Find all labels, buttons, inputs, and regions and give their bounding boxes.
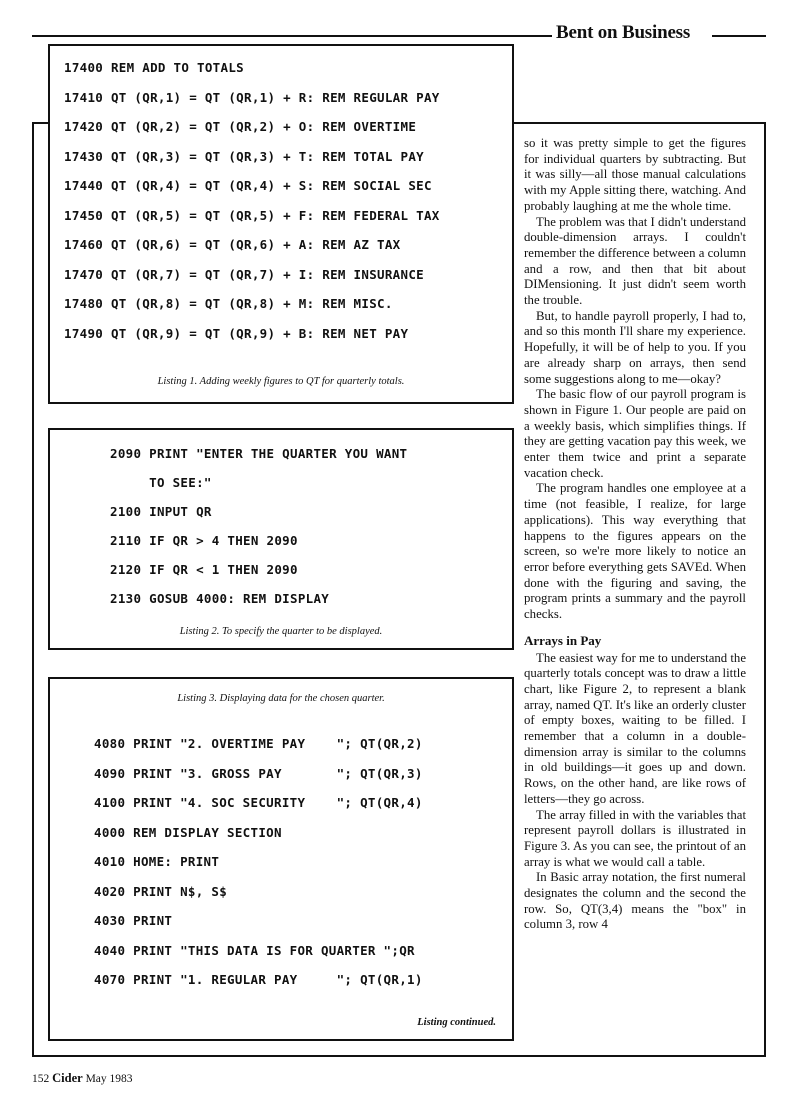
listing-1-caption: Listing 1. Adding weekly figures to QT for quarterly totals.: [157, 376, 405, 387]
listing-line: 4030 PRINT: [94, 913, 173, 928]
frame-left-top: [32, 122, 48, 124]
issue-date: May 1983: [85, 1073, 133, 1085]
listing-line: 17480 QT (QR,8) = QT (QR,8) + M: REM MISC.: [64, 296, 393, 311]
listing-line: 4090 PRINT "3. GROSS PAY "; QT(QR,3): [94, 766, 423, 781]
listing-1-box: [48, 44, 514, 404]
listing-line: 17420 QT (QR,2) = QT (QR,2) + O: REM OVERTIME: [64, 119, 417, 134]
listing-line: 4020 PRINT N$, S$: [94, 884, 228, 899]
article-column: [524, 136, 746, 933]
frame-bottom: [32, 1055, 766, 1057]
frame-right-top: [514, 122, 766, 124]
listing-line: 17410 QT (QR,1) = QT (QR,1) + R: REM REGULAR PAY: [64, 90, 440, 105]
listing-line: 2120 IF QR < 1 THEN 2090: [110, 562, 298, 577]
header-rule-left: [32, 35, 552, 37]
article-paragraph: so it was pretty simple to get the figures for individual quarters by subtracting. But it was silly—all those manual calculations with my Apple sitting there, watching. And probably laughing at me the whole time.: [524, 136, 746, 213]
listing-line: TO SEE:": [110, 475, 212, 490]
listing-line: 2090 PRINT "ENTER THE QUARTER YOU WANT: [110, 446, 408, 461]
article-paragraph: The array filled in with the variables that represent payroll dollars is illustrated in Figure 3. As you can see, the printout of an array is what we would call a table.: [524, 807, 746, 869]
listing-line: 17440 QT (QR,4) = QT (QR,4) + S: REM SOCIAL SEC: [64, 178, 432, 193]
article-paragraph: The basic flow of our payroll program is shown in Figure 1. Our people are paid on a weekly basis, which simplifies things. If they are getting vacation pay this week, we enter them twice and print a separate vacation check.: [524, 387, 746, 480]
listing-line: 4080 PRINT "2. OVERTIME PAY "; QT(QR,2): [94, 736, 423, 751]
listing-line: 4040 PRINT "THIS DATA IS FOR QUARTER ";QR: [94, 943, 415, 958]
listing-3-box: [48, 677, 514, 1041]
listing-2-caption: Listing 2. To specify the quarter to be displayed.: [179, 626, 383, 637]
listing-3-caption: Listing 3. Displaying data for the chosen quarter.: [177, 693, 385, 704]
listing-line: 4100 PRINT "4. SOC SECURITY "; QT(QR,4): [94, 795, 423, 810]
listing-line: 17460 QT (QR,6) = QT (QR,6) + A: REM AZ TAX: [64, 237, 401, 252]
listing-continued-note: Listing continued.: [417, 1017, 496, 1028]
listing-line: 4010 HOME: PRINT: [94, 854, 220, 869]
article-paragraph: In Basic array notation, the first numeral designates the column and the second the row. So, QT(3,4) means the "box" in column 3, row 4: [524, 870, 746, 932]
listing-line: 17400 REM ADD TO TOTALS: [64, 60, 244, 75]
listing-line: 2130 GOSUB 4000: REM DISPLAY: [110, 591, 330, 606]
listing-line: 17470 QT (QR,7) = QT (QR,7) + I: REM INSURANCE: [64, 267, 424, 282]
article-paragraph: The easiest way for me to understand the quarterly totals concept was to draw a little chart, like Figure 2, to represent a blank array, named QT. It's like an orderly cluster of empty boxes, waiting to be filled. I remember that a column in a double-dimension array is similar to the columns in old buildings—it goes up and down. Rows, on the other hand, are like rows of letters—they go across.: [524, 650, 747, 806]
article-paragraph: The problem was that I didn't understand double-dimension arrays. I couldn't remember the difference between a column and a row, and then that bit about DIMensioning. It just didn't seem worth the trouble.: [524, 214, 746, 308]
listing-line: 2100 INPUT QR: [110, 504, 212, 519]
listing-line: 4070 PRINT "1. REGULAR PAY "; QT(QR,1): [94, 972, 423, 987]
frame-left-vertical: [32, 122, 34, 1057]
page-footer: [32, 1071, 133, 1086]
magazine-name: Cider: [52, 1071, 83, 1085]
header-rule-right: [712, 35, 766, 37]
article-subheading: Arrays in Pay: [524, 632, 602, 648]
frame-right-vertical: [764, 122, 766, 1057]
listing-line: 17430 QT (QR,3) = QT (QR,3) + T: REM TOTAL PAY: [64, 149, 424, 164]
section-title: Bent on Business: [556, 22, 691, 43]
listing-line: 4000 REM DISPLAY SECTION: [94, 825, 282, 840]
listing-2-box: [48, 428, 514, 650]
listing-line: 2110 IF QR > 4 THEN 2090: [110, 533, 298, 548]
article-paragraph: But, to handle payroll properly, I had to, and so this month I'll share my experience. Hopefully, it will be of help to you. If you are already sharp on arrays, then send some suggestions along to me—okay?: [524, 308, 746, 386]
page-number: 152: [32, 1073, 50, 1085]
listing-line: 17490 QT (QR,9) = QT (QR,9) + B: REM NET PAY: [64, 326, 409, 341]
listing-line: 17450 QT (QR,5) = QT (QR,5) + F: REM FEDERAL TAX: [64, 208, 440, 223]
article-paragraph: The program handles one employee at a time (not feasible, I realize, for large applications). This way everything that happens to the figures appears on the screen, so we're more likely to notice an error before everything gets SAVEd. When done with the figuring and saving, the program prints a summary and the payroll checks.: [524, 481, 746, 622]
